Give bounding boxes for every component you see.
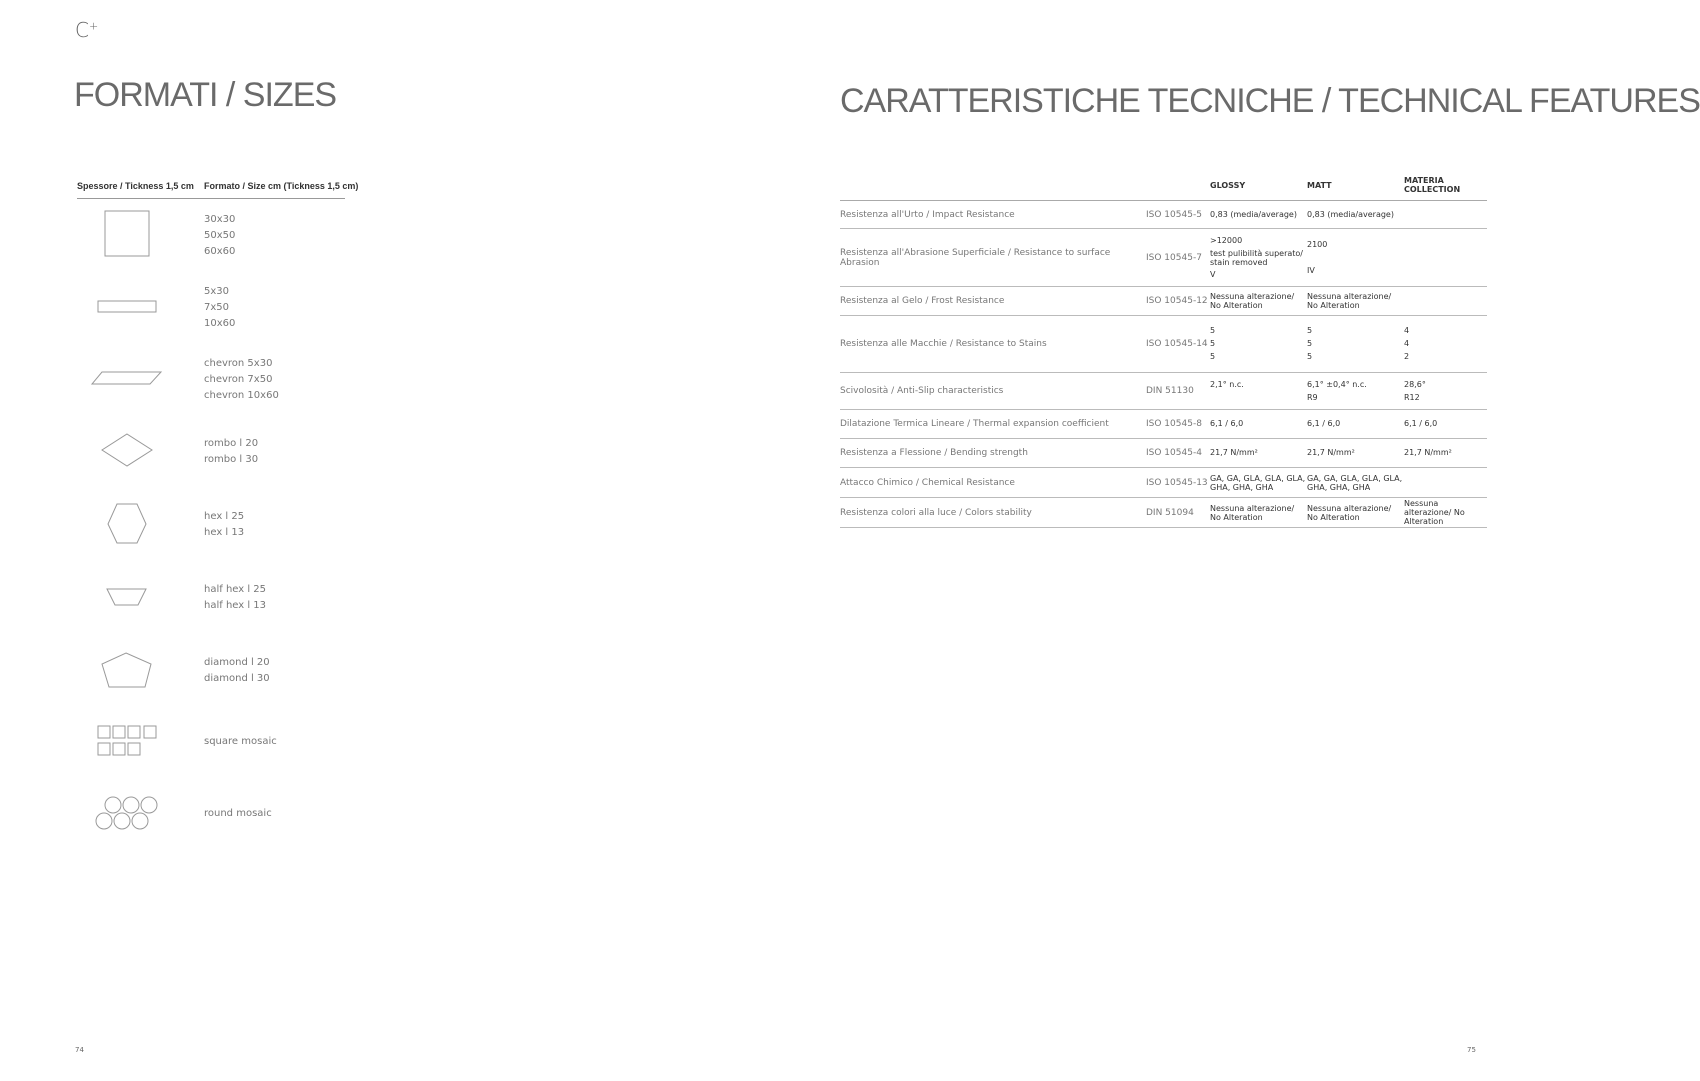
- value-line: 28,6°: [1404, 379, 1426, 389]
- size-label: rombo l 30: [204, 454, 259, 465]
- value-line: Nessuna alterazione/ No Alteration: [1210, 292, 1295, 310]
- size-label: rombo l 20: [204, 438, 259, 449]
- size-label: hex l 25: [204, 511, 245, 522]
- table-header-row: [840, 170, 1487, 201]
- standard-label: ISO 10545-7: [1146, 229, 1210, 287]
- hexagon-icon: [88, 502, 168, 546]
- materia-value: [1404, 316, 1487, 373]
- value-line: 5: [1307, 352, 1313, 361]
- matt-value: [1307, 410, 1404, 439]
- size-group-half-hexagon: [204, 582, 266, 614]
- pentagon-icon: [88, 650, 168, 690]
- value-line: 2100: [1307, 239, 1328, 249]
- value-line: 2,1° n.c.: [1210, 379, 1244, 389]
- table-row: [840, 373, 1487, 410]
- standard-label: ISO 10545-14: [1146, 316, 1210, 373]
- standard-label: DIN 51130: [1146, 373, 1210, 410]
- value-line: 0,83 (media/average): [1307, 209, 1394, 219]
- materia-value: [1404, 468, 1487, 498]
- matt-value: [1307, 498, 1404, 528]
- table-row: [840, 498, 1487, 528]
- size-label: 60x60: [204, 246, 236, 257]
- value-line: R12: [1404, 392, 1420, 402]
- square-icon: [88, 208, 168, 260]
- glossy-value: [1210, 468, 1307, 498]
- glossy-value: [1210, 229, 1307, 287]
- feature-label: Resistenza all'Abrasione Superficiale / Resistance to surface Abrasion: [840, 229, 1146, 287]
- value-line: Nessuna alterazione/ No Alteration: [1404, 499, 1465, 526]
- brand-logo: C+: [75, 18, 99, 42]
- matt-value: [1307, 287, 1404, 316]
- thickness-column-header: Spessore / Tickness 1,5 cm: [77, 181, 194, 191]
- feature-label: Resistenza colori alla luce / Colors stability: [840, 498, 1146, 528]
- matt-value: [1307, 229, 1404, 287]
- page-number-right: 75: [1467, 1046, 1476, 1054]
- value-line: 21,7 N/mm²: [1307, 448, 1355, 457]
- value-line: 5: [1210, 339, 1216, 348]
- value-line: 4: [1404, 326, 1410, 335]
- materia-value: [1404, 201, 1487, 229]
- value-line: R9: [1307, 392, 1318, 402]
- size-group-square: [204, 212, 235, 260]
- matt-value: [1307, 316, 1404, 373]
- size-label: chevron 7x50: [204, 374, 273, 385]
- size-group-hexagon: [204, 509, 244, 541]
- glossy-value: [1210, 316, 1307, 373]
- feature-label: Resistenza alle Macchie / Resistance to Stains: [840, 316, 1146, 373]
- size-label: diamond l 30: [204, 673, 270, 684]
- matt-value: [1307, 201, 1404, 229]
- round-mosaic-icon: [88, 794, 168, 832]
- size-group-rhombus: [204, 436, 258, 468]
- value-line: [1210, 393, 1307, 403]
- size-label: square mosaic: [204, 736, 277, 747]
- value-line: 21,7 N/mm²: [1210, 448, 1258, 457]
- feature-label: Attacco Chimico / Chemical Resistance: [840, 468, 1146, 498]
- value-line: GA, GA, GLA, GLA, GLA, GHA, GHA, GHA: [1307, 473, 1403, 492]
- size-group-square-mosaic: [204, 734, 277, 750]
- size-label: 5x30: [204, 286, 230, 297]
- value-line: [1307, 253, 1404, 263]
- materia-value: [1404, 439, 1487, 468]
- materia-value: [1404, 287, 1487, 316]
- table-row: [840, 229, 1487, 287]
- table-row: [840, 468, 1487, 498]
- size-label: round mosaic: [204, 808, 272, 819]
- materia-header: MATERIA COLLECTION: [1404, 170, 1487, 201]
- value-line: 5: [1307, 326, 1313, 335]
- table-row: [840, 287, 1487, 316]
- value-line: 4: [1404, 339, 1410, 348]
- size-label: 7x50: [204, 302, 230, 313]
- size-group-pentagon: [204, 655, 270, 687]
- value-line: 2: [1404, 352, 1410, 361]
- size-label: chevron 10x60: [204, 390, 279, 401]
- glossy-header: GLOSSY: [1210, 170, 1307, 201]
- technical-features-title: CARATTERISTICHE TECNICHE / TECHNICAL FEATURES: [840, 82, 1700, 120]
- value-line: 6,1 / 6,0: [1404, 419, 1438, 428]
- size-label: 10x60: [204, 318, 236, 329]
- value-line: GA, GA, GLA, GLA, GLA, GHA, GHA, GHA: [1210, 473, 1306, 492]
- value-line: Nessuna alterazione/ No Alteration: [1307, 292, 1392, 310]
- rhombus-icon: [88, 432, 168, 468]
- size-label: diamond l 20: [204, 657, 270, 668]
- value-line: 0,83 (media/average): [1210, 209, 1297, 219]
- materia-value: [1404, 373, 1487, 410]
- value-line: V: [1210, 269, 1216, 279]
- size-group-chevron: [204, 356, 279, 404]
- matt-header: MATT: [1307, 170, 1404, 201]
- value-line: 6,1° ±0,4° n.c.: [1307, 379, 1367, 389]
- table-row: [840, 316, 1487, 373]
- sizes-title: FORMATI / SIZES: [74, 76, 337, 114]
- matt-value: [1307, 439, 1404, 468]
- materia-value: [1404, 229, 1487, 287]
- size-label: chevron 5x30: [204, 358, 273, 369]
- glossy-value: [1210, 410, 1307, 439]
- glossy-value: [1210, 498, 1307, 528]
- size-group-round-mosaic: [204, 806, 272, 822]
- feature-label: Resistenza all'Urto / Impact Resistance: [840, 201, 1146, 229]
- size-group-rectangle: [204, 284, 235, 332]
- value-line: 5: [1210, 352, 1216, 361]
- value-line: IV: [1307, 265, 1315, 275]
- feature-label: Resistenza a Flessione / Bending strength: [840, 439, 1146, 468]
- standard-label: DIN 51094: [1146, 498, 1210, 528]
- size-label: half hex l 13: [204, 600, 267, 611]
- matt-value: [1307, 373, 1404, 410]
- value-line: 6,1 / 6,0: [1210, 419, 1244, 428]
- value-line: 5: [1210, 326, 1216, 335]
- page-number-left: 74: [75, 1046, 84, 1054]
- standard-label: ISO 10545-12: [1146, 287, 1210, 316]
- half-hexagon-icon: [88, 585, 168, 609]
- rectangle-icon: [88, 296, 168, 318]
- header-divider: [77, 198, 345, 199]
- feature-label: Dilatazione Termica Lineare / Thermal expansion coefficient: [840, 410, 1146, 439]
- standard-label: ISO 10545-4: [1146, 439, 1210, 468]
- glossy-value: [1210, 201, 1307, 229]
- glossy-value: [1210, 373, 1307, 410]
- standard-label: ISO 10545-13: [1146, 468, 1210, 498]
- value-line: Nessuna alterazione/ No Alteration: [1307, 503, 1392, 522]
- value-line: Nessuna alterazione/ No Alteration: [1210, 503, 1295, 522]
- value-line: 5: [1307, 339, 1313, 348]
- value-line: >12000: [1210, 235, 1243, 245]
- table-row: [840, 439, 1487, 468]
- materia-value: [1404, 410, 1487, 439]
- standard-label: ISO 10545-8: [1146, 410, 1210, 439]
- square-mosaic-icon: [88, 724, 168, 758]
- size-label: hex l 13: [204, 527, 245, 538]
- size-label: half hex l 25: [204, 584, 267, 595]
- feature-label: Resistenza al Gelo / Frost Resistance: [840, 287, 1146, 316]
- technical-table: [840, 170, 1487, 528]
- materia-value: [1404, 498, 1487, 528]
- chevron-icon: [88, 367, 168, 389]
- standard-label: ISO 10545-5: [1146, 201, 1210, 229]
- size-label: 30x30: [204, 214, 236, 225]
- value-line: 21,7 N/mm²: [1404, 448, 1452, 457]
- glossy-value: [1210, 439, 1307, 468]
- value-line: test pulibilità superato/ stain removed: [1210, 248, 1303, 267]
- table-row: [840, 201, 1487, 229]
- size-column-header: Formato / Size cm (Tickness 1,5 cm): [204, 181, 359, 191]
- size-label: 50x50: [204, 230, 236, 241]
- feature-label: Scivolosità / Anti-Slip characteristics: [840, 373, 1146, 410]
- table-row: [840, 410, 1487, 439]
- glossy-value: [1210, 287, 1307, 316]
- matt-value: [1307, 468, 1404, 498]
- value-line: 6,1 / 6,0: [1307, 419, 1341, 428]
